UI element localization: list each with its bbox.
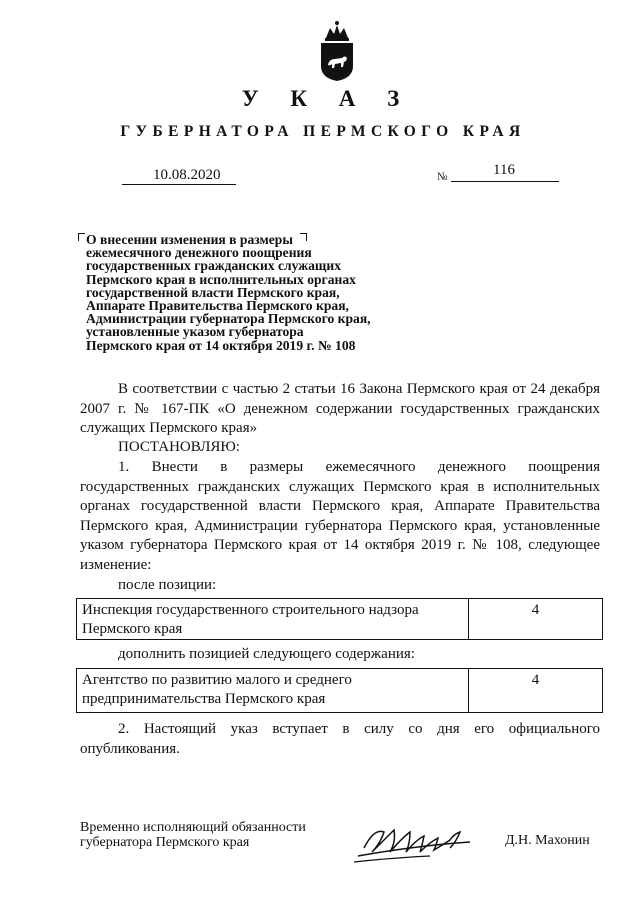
after-position-label: после позиции:	[118, 577, 217, 593]
signer-title-line: Временно исполняющий обязанности	[80, 820, 306, 835]
subject-line: О внесении изменения в размеры	[86, 232, 293, 247]
position-name-cell: Инспекция государственного строительного надзора Пермского края	[77, 599, 469, 639]
number-underline	[451, 181, 559, 182]
add-position-label: дополнить позицией следующего содержания:	[118, 646, 415, 662]
decree-number: 116	[493, 162, 515, 178]
item-2-text: 2. Настоящий указ вступает в силу со дня его официального опубликования.	[80, 721, 600, 757]
decree-authority: ГУБЕРНАТОРА ПЕРМСКОГО КРАЯ	[120, 123, 526, 140]
preamble-text: В соответствии с частью 2 статьи 16 Закона Пермского края от 24 декабря 2007 г. № 167-ПК «О денежном содержании государственных гражданских служащих Пермского края»	[80, 381, 600, 437]
subject-line: государственных гражданских служащих	[86, 258, 342, 274]
decree-title: У К А З	[241, 86, 413, 111]
position-value-cell: 4	[531, 672, 540, 688]
signer-name: Д.Н. Махонин	[505, 833, 590, 848]
decree-date: 10.08.2020	[153, 167, 221, 183]
coat-of-arms-icon	[317, 18, 357, 82]
subject-line: установленные указом губернатора	[86, 324, 304, 340]
signer-title-line: губернатора Пермского края	[80, 835, 250, 850]
subject-line: Аппарате Правительства Пермского края,	[86, 298, 349, 314]
decree-subject	[86, 233, 426, 352]
preamble-paragraph	[80, 380, 600, 439]
new-position-table	[76, 668, 603, 713]
signer-title	[80, 820, 306, 850]
item-1-paragraph	[80, 458, 600, 576]
signature-mark	[350, 818, 480, 866]
position-name-cell: Агентство по развитию малого и среднего предпринимательства Пермского края	[77, 669, 469, 712]
subject-line: Администрации губернатора Пермского края,	[86, 311, 371, 327]
subject-line: государственной власти Пермского края,	[86, 284, 340, 300]
existing-position-table	[76, 598, 603, 640]
date-underline	[122, 184, 236, 185]
subject-line: Пермского края от 14 октября 2019 г. № 108	[86, 337, 356, 353]
number-sign: №	[437, 171, 448, 183]
subject-line: Пермского края в исполнительных органах	[86, 271, 356, 287]
subject-line: ежемесячного денежного поощрения	[86, 245, 312, 261]
item-2-paragraph	[80, 720, 600, 759]
item-1-text: 1. Внести в размеры ежемесячного денежного поощрения государственных гражданских служащих Пермского края в исполнительных органах государственной власти Пермского края, Аппарате Правительства Пермского края, Администрации губернатора Пермского края, установленные указом губернатора Пермского края от 14 октября 2019 г. № 108, следующее изменение:	[80, 459, 600, 573]
subject-bracket-left	[78, 233, 85, 241]
resolve-heading: ПОСТАНОВЛЯЮ:	[118, 439, 240, 455]
position-value-cell: 4	[531, 602, 540, 618]
